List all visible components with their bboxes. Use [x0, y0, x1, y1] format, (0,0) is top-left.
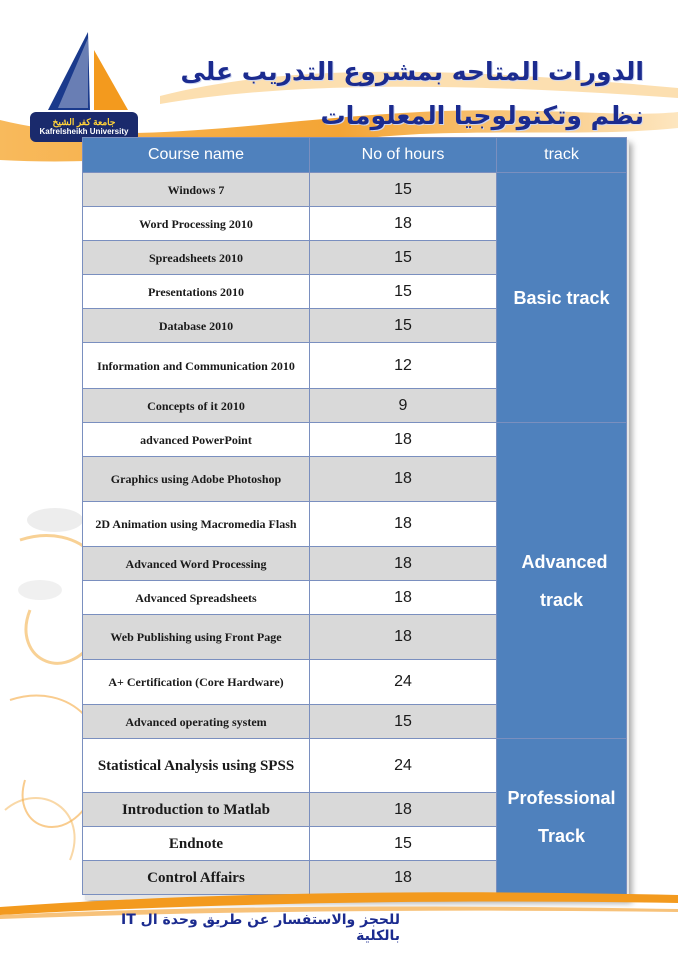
course-hours: 18	[310, 502, 497, 547]
course-hours: 18	[310, 615, 497, 660]
course-hours: 9	[310, 389, 497, 423]
table-row	[83, 739, 627, 793]
course-name: Information and Communication 2010	[83, 343, 310, 389]
table-header-row	[83, 138, 627, 173]
course-name: Web Publishing using Front Page	[83, 615, 310, 660]
course-hours: 18	[310, 457, 497, 502]
column-header-hours: No of hours	[310, 138, 497, 173]
track-professional-label: Professional Track	[507, 787, 616, 846]
courses-table	[82, 137, 627, 895]
course-hours: 18	[310, 207, 497, 241]
sailboat-icon	[28, 30, 140, 120]
track-advanced-label: Advanced track	[521, 551, 608, 610]
course-hours: 24	[310, 739, 497, 793]
course-name: Windows 7	[83, 173, 310, 207]
course-name: Endnote	[83, 827, 310, 861]
table-row	[83, 173, 627, 207]
course-hours: 18	[310, 581, 497, 615]
page-title: الدورات المتاحه بمشروع التدريب على نظم وتكنولوجيا المعلومات	[180, 57, 644, 130]
course-name: Introduction to Matlab	[83, 793, 310, 827]
course-hours: 15	[310, 827, 497, 861]
course-hours: 15	[310, 275, 497, 309]
course-hours: 15	[310, 241, 497, 275]
course-hours: 18	[310, 423, 497, 457]
column-header-track: track	[497, 138, 627, 173]
course-name: Word Processing 2010	[83, 207, 310, 241]
course-name: Graphics using Adobe Photoshop	[83, 457, 310, 502]
course-name: Database 2010	[83, 309, 310, 343]
track-basic: Basic track	[497, 173, 627, 423]
course-name: A+ Certification (Core Hardware)	[83, 660, 310, 705]
footer-contact-text: للحجز والاستفسار عن طريق وحدة ال IT بالكلية	[121, 912, 400, 944]
course-name: Control Affairs	[83, 861, 310, 895]
track-advanced	[497, 423, 627, 739]
logo-text-arabic: جامعة كفر الشيخ	[52, 117, 116, 127]
course-name: Advanced Word Processing	[83, 547, 310, 581]
course-hours: 12	[310, 343, 497, 389]
column-header-course-name: Course name	[83, 138, 310, 173]
course-hours: 15	[310, 705, 497, 739]
course-name: Concepts of it 2010	[83, 389, 310, 423]
course-hours: 18	[310, 793, 497, 827]
course-name: Advanced operating system	[83, 705, 310, 739]
course-name: Presentations 2010	[83, 275, 310, 309]
course-hours: 18	[310, 547, 497, 581]
course-name: Statistical Analysis using SPSS	[83, 739, 310, 793]
course-name: Advanced Spreadsheets	[83, 581, 310, 615]
course-hours: 15	[310, 173, 497, 207]
table-row	[83, 423, 627, 457]
course-hours: 18	[310, 861, 497, 895]
course-name: Spreadsheets 2010	[83, 241, 310, 275]
logo-text-english: Kafrelsheikh University	[39, 127, 129, 136]
course-name: 2D Animation using Macromedia Flash	[83, 502, 310, 547]
course-name: advanced PowerPoint	[83, 423, 310, 457]
track-professional	[497, 739, 627, 895]
course-hours: 15	[310, 309, 497, 343]
course-hours: 24	[310, 660, 497, 705]
